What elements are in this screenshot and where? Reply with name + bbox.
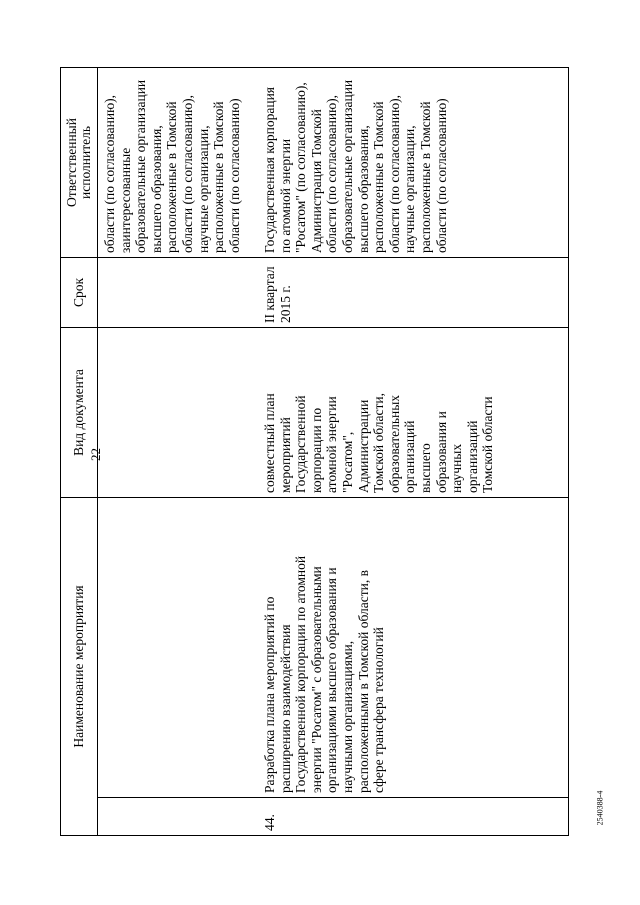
- row-name-cell: [258, 497, 569, 797]
- executor-text-line: Администрация Томской: [308, 109, 324, 253]
- row-type-cell: [258, 327, 569, 497]
- measure-name-line: расположенными в Томской области, в: [355, 570, 371, 793]
- document-type-line: высшего: [417, 443, 433, 493]
- table-header-row: [61, 67, 98, 835]
- executor-text-line: расположенные в Томской: [371, 101, 387, 253]
- measure-name-line: Государственной корпорации по атомной: [293, 555, 309, 793]
- document-code: 2540388-4: [595, 790, 605, 826]
- executor-text-line: научные организации,: [195, 125, 211, 253]
- document-type-line: корпорации по: [308, 407, 324, 493]
- row-number: 44.: [262, 814, 277, 831]
- executor-text-line: высшего образования,: [355, 125, 371, 253]
- rotated-table-container: [60, 68, 580, 836]
- executor-text-line: "Росатом" (по согласованию),: [293, 82, 309, 253]
- executor-text-line: Государственная корпорация: [262, 87, 277, 253]
- executor-text-line: расположенные в Томской: [164, 101, 180, 253]
- document-type-line: Томской области: [480, 396, 496, 493]
- executor-text-line: высшего образования,: [148, 125, 164, 253]
- document-type-line: организаций: [402, 420, 418, 493]
- executor-text-line: области (по согласованию),: [179, 94, 195, 253]
- measure-name-line: организациями высшего образования и: [324, 567, 340, 793]
- executor-text-line: области (по согласованию): [226, 98, 242, 253]
- document-type-line: Администрации: [355, 399, 371, 493]
- executor-text-line: образовательные организации: [133, 79, 149, 253]
- measure-name-line: сфере трансфера технологий: [371, 627, 387, 793]
- document-type-line: атомной энергии: [324, 396, 340, 493]
- page-number: 22: [88, 448, 103, 461]
- term-line: 2015 г.: [277, 285, 293, 323]
- document-type-line: совместный план: [262, 393, 277, 493]
- header-name: Наименование мероприятия: [61, 497, 98, 835]
- executor-text-line: заинтересованные: [117, 147, 133, 253]
- term-line: II квартал: [262, 266, 277, 323]
- document-type-line: образовательных: [386, 394, 402, 493]
- row-executor-cell: [258, 67, 569, 257]
- executor-text-line: области (по согласованию): [433, 98, 449, 253]
- measure-name-line: энергии "Росатом" с образовательными: [308, 566, 324, 793]
- executor-text-line: по атомной энергии: [277, 138, 293, 253]
- measures-table: [60, 67, 569, 836]
- measure-name-line: расширению взаимодействия: [277, 624, 293, 793]
- table-row: [258, 67, 569, 835]
- row-term-cell: [258, 257, 569, 327]
- document-type-line: "Росатом",: [339, 431, 355, 493]
- table-row-continued: [98, 67, 259, 835]
- header-executor: Ответственный исполнитель: [61, 67, 98, 257]
- executor-text-line: области (по согласованию),: [324, 94, 340, 253]
- header-type: Вид документа: [61, 327, 98, 497]
- continued-executor-cell: [98, 67, 259, 257]
- document-type-line: Томской области,: [371, 393, 387, 493]
- document-type-line: мероприятий: [277, 417, 293, 493]
- measure-name-line: Разработка плана мероприятий по: [262, 596, 277, 793]
- executor-text-line: научные организации,: [402, 125, 418, 253]
- document-type-line: Государственной: [293, 395, 309, 493]
- executor-text-line: расположенные в Томской: [417, 101, 433, 253]
- header-term: Срок: [61, 257, 98, 327]
- document-type-line: образования и: [433, 411, 449, 493]
- document-type-line: научных: [449, 443, 465, 493]
- executor-text-line: области (по согласованию),: [102, 94, 117, 253]
- executor-text-line: расположенные в Томской: [211, 101, 227, 253]
- document-type-line: организаций: [464, 420, 480, 493]
- executor-text-line: области (по согласованию),: [386, 94, 402, 253]
- table-bottom-edge: [569, 67, 570, 835]
- row-number-cell: [258, 798, 569, 836]
- executor-text-line: образовательные организации: [339, 79, 355, 253]
- measure-name-line: научными организациями,: [339, 640, 355, 793]
